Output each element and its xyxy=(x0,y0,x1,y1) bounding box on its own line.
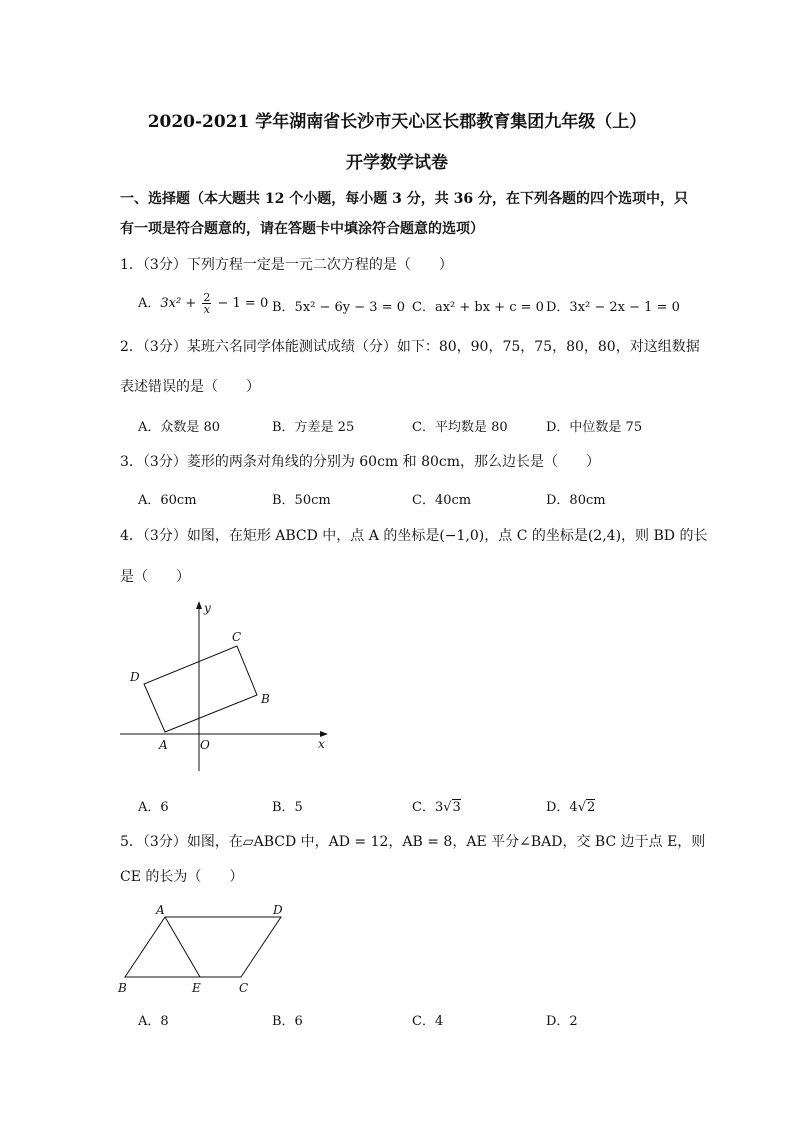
question-2-option-c[interactable]: C．平均数是 80 xyxy=(412,420,508,435)
option-d-label: D．4 xyxy=(546,800,578,815)
question-4-stem-line1: 4．（3分）如图，在矩形 ABCD 中，点 A 的坐标是(−1,0)，点 C 的坐标是(2,4)，则 BD 的长 xyxy=(120,528,708,544)
parallelogram-abcd xyxy=(125,917,281,977)
question-5-option-b[interactable]: B．6 xyxy=(272,1014,303,1029)
label-c: C xyxy=(239,981,249,995)
question-5-option-a[interactable]: A．8 xyxy=(138,1014,169,1029)
option-a-expr-pre: 3x² + xyxy=(160,296,201,311)
y-axis-arrow xyxy=(196,601,202,609)
question-5-option-c[interactable]: C．4 xyxy=(412,1014,444,1029)
option-a-label: A． xyxy=(138,296,161,311)
question-1-option-a[interactable] xyxy=(138,292,268,315)
label-origin: O xyxy=(200,738,210,752)
question-4-option-d[interactable] xyxy=(546,796,595,815)
sqrt-sign: √ xyxy=(577,800,586,815)
question-1-option-c[interactable]: C．ax² + bx + c = 0 xyxy=(412,300,544,315)
label-d: D xyxy=(273,903,283,917)
question-1-option-d[interactable]: D．3x² − 2x − 1 = 0 xyxy=(546,300,680,315)
rectangle-abcd xyxy=(144,646,257,732)
question-3-option-c[interactable]: C．40cm xyxy=(412,493,472,508)
question-4-stem-line2: 是（ ） xyxy=(120,569,190,585)
question-2-option-a[interactable]: A．众数是 80 xyxy=(138,420,221,435)
question-2-stem-line1: 2．（3分）某班六名同学体能测试成绩（分）如下：80，90，75，75，80，80，对这组数据 xyxy=(120,339,700,355)
option-d-radicand: 2 xyxy=(587,800,596,815)
sqrt-sign: √ xyxy=(443,800,452,815)
label-y: y xyxy=(204,601,211,615)
question-5-stem-line2: CE 的长为（ ） xyxy=(120,869,244,885)
page-title-line1: 2020-2021 学年湖南省长沙市天心区长郡教育集团九年级（上） xyxy=(147,112,647,132)
section-heading-line2: 有一项是符合题意的，请在答题卡中填涂符合题意的选项） xyxy=(120,221,484,237)
label-b: B xyxy=(261,692,270,706)
label-d: D xyxy=(130,670,140,684)
option-c-label: C．3 xyxy=(412,800,444,815)
question-3-option-a[interactable]: A．60cm xyxy=(138,493,197,508)
question-5-figure xyxy=(110,898,300,998)
question-2-stem-line2: 表述错误的是（ ） xyxy=(120,379,260,395)
question-2-option-d[interactable]: D．中位数是 75 xyxy=(546,420,643,435)
label-x: x xyxy=(318,737,325,751)
question-4-figure xyxy=(110,596,340,781)
page-title-line2: 开学数学试卷 xyxy=(346,153,448,173)
question-4-option-a[interactable]: A．6 xyxy=(138,800,169,815)
fraction-denominator: x xyxy=(203,303,210,316)
label-c: C xyxy=(232,630,242,644)
question-3-option-b[interactable]: B．50cm xyxy=(272,493,331,508)
fraction-numerator: 2 xyxy=(203,291,211,304)
question-3-stem: 3．（3分）菱形的两条对角线的分别为 60cm 和 80cm，那么边长是（ ） xyxy=(120,454,601,470)
question-3-option-d[interactable]: D．80cm xyxy=(546,493,606,508)
label-b: B xyxy=(118,981,127,995)
label-a: A xyxy=(159,738,168,752)
section-heading-line1: 一、选择题（本大题共 12 个小题，每小题 3 分，共 36 分，在下列各题的四个选项中，只 xyxy=(120,191,688,207)
option-a-fraction xyxy=(202,292,211,315)
question-4-option-c[interactable] xyxy=(412,796,461,815)
question-4-option-b[interactable]: B．5 xyxy=(272,800,303,815)
question-1-option-b[interactable]: B．5x² − 6y − 3 = 0 xyxy=(272,300,405,315)
question-5-stem-line1: 5．（3分）如图，在▱ABCD 中，AD = 12，AB = 8，AE 平分∠BAD，交 BC 边于点 E，则 xyxy=(120,834,706,850)
label-e: E xyxy=(192,981,201,995)
segment-ae xyxy=(165,917,200,977)
option-a-expr-post: − 1 = 0 xyxy=(213,296,269,311)
question-5-option-d[interactable]: D．2 xyxy=(546,1014,578,1029)
question-1-stem: 1．（3分）下列方程一定是一元二次方程的是（ ） xyxy=(120,257,453,273)
option-c-radicand: 3 xyxy=(452,800,461,815)
question-2-option-b[interactable]: B．方差是 25 xyxy=(272,420,355,435)
label-a: A xyxy=(156,903,165,917)
